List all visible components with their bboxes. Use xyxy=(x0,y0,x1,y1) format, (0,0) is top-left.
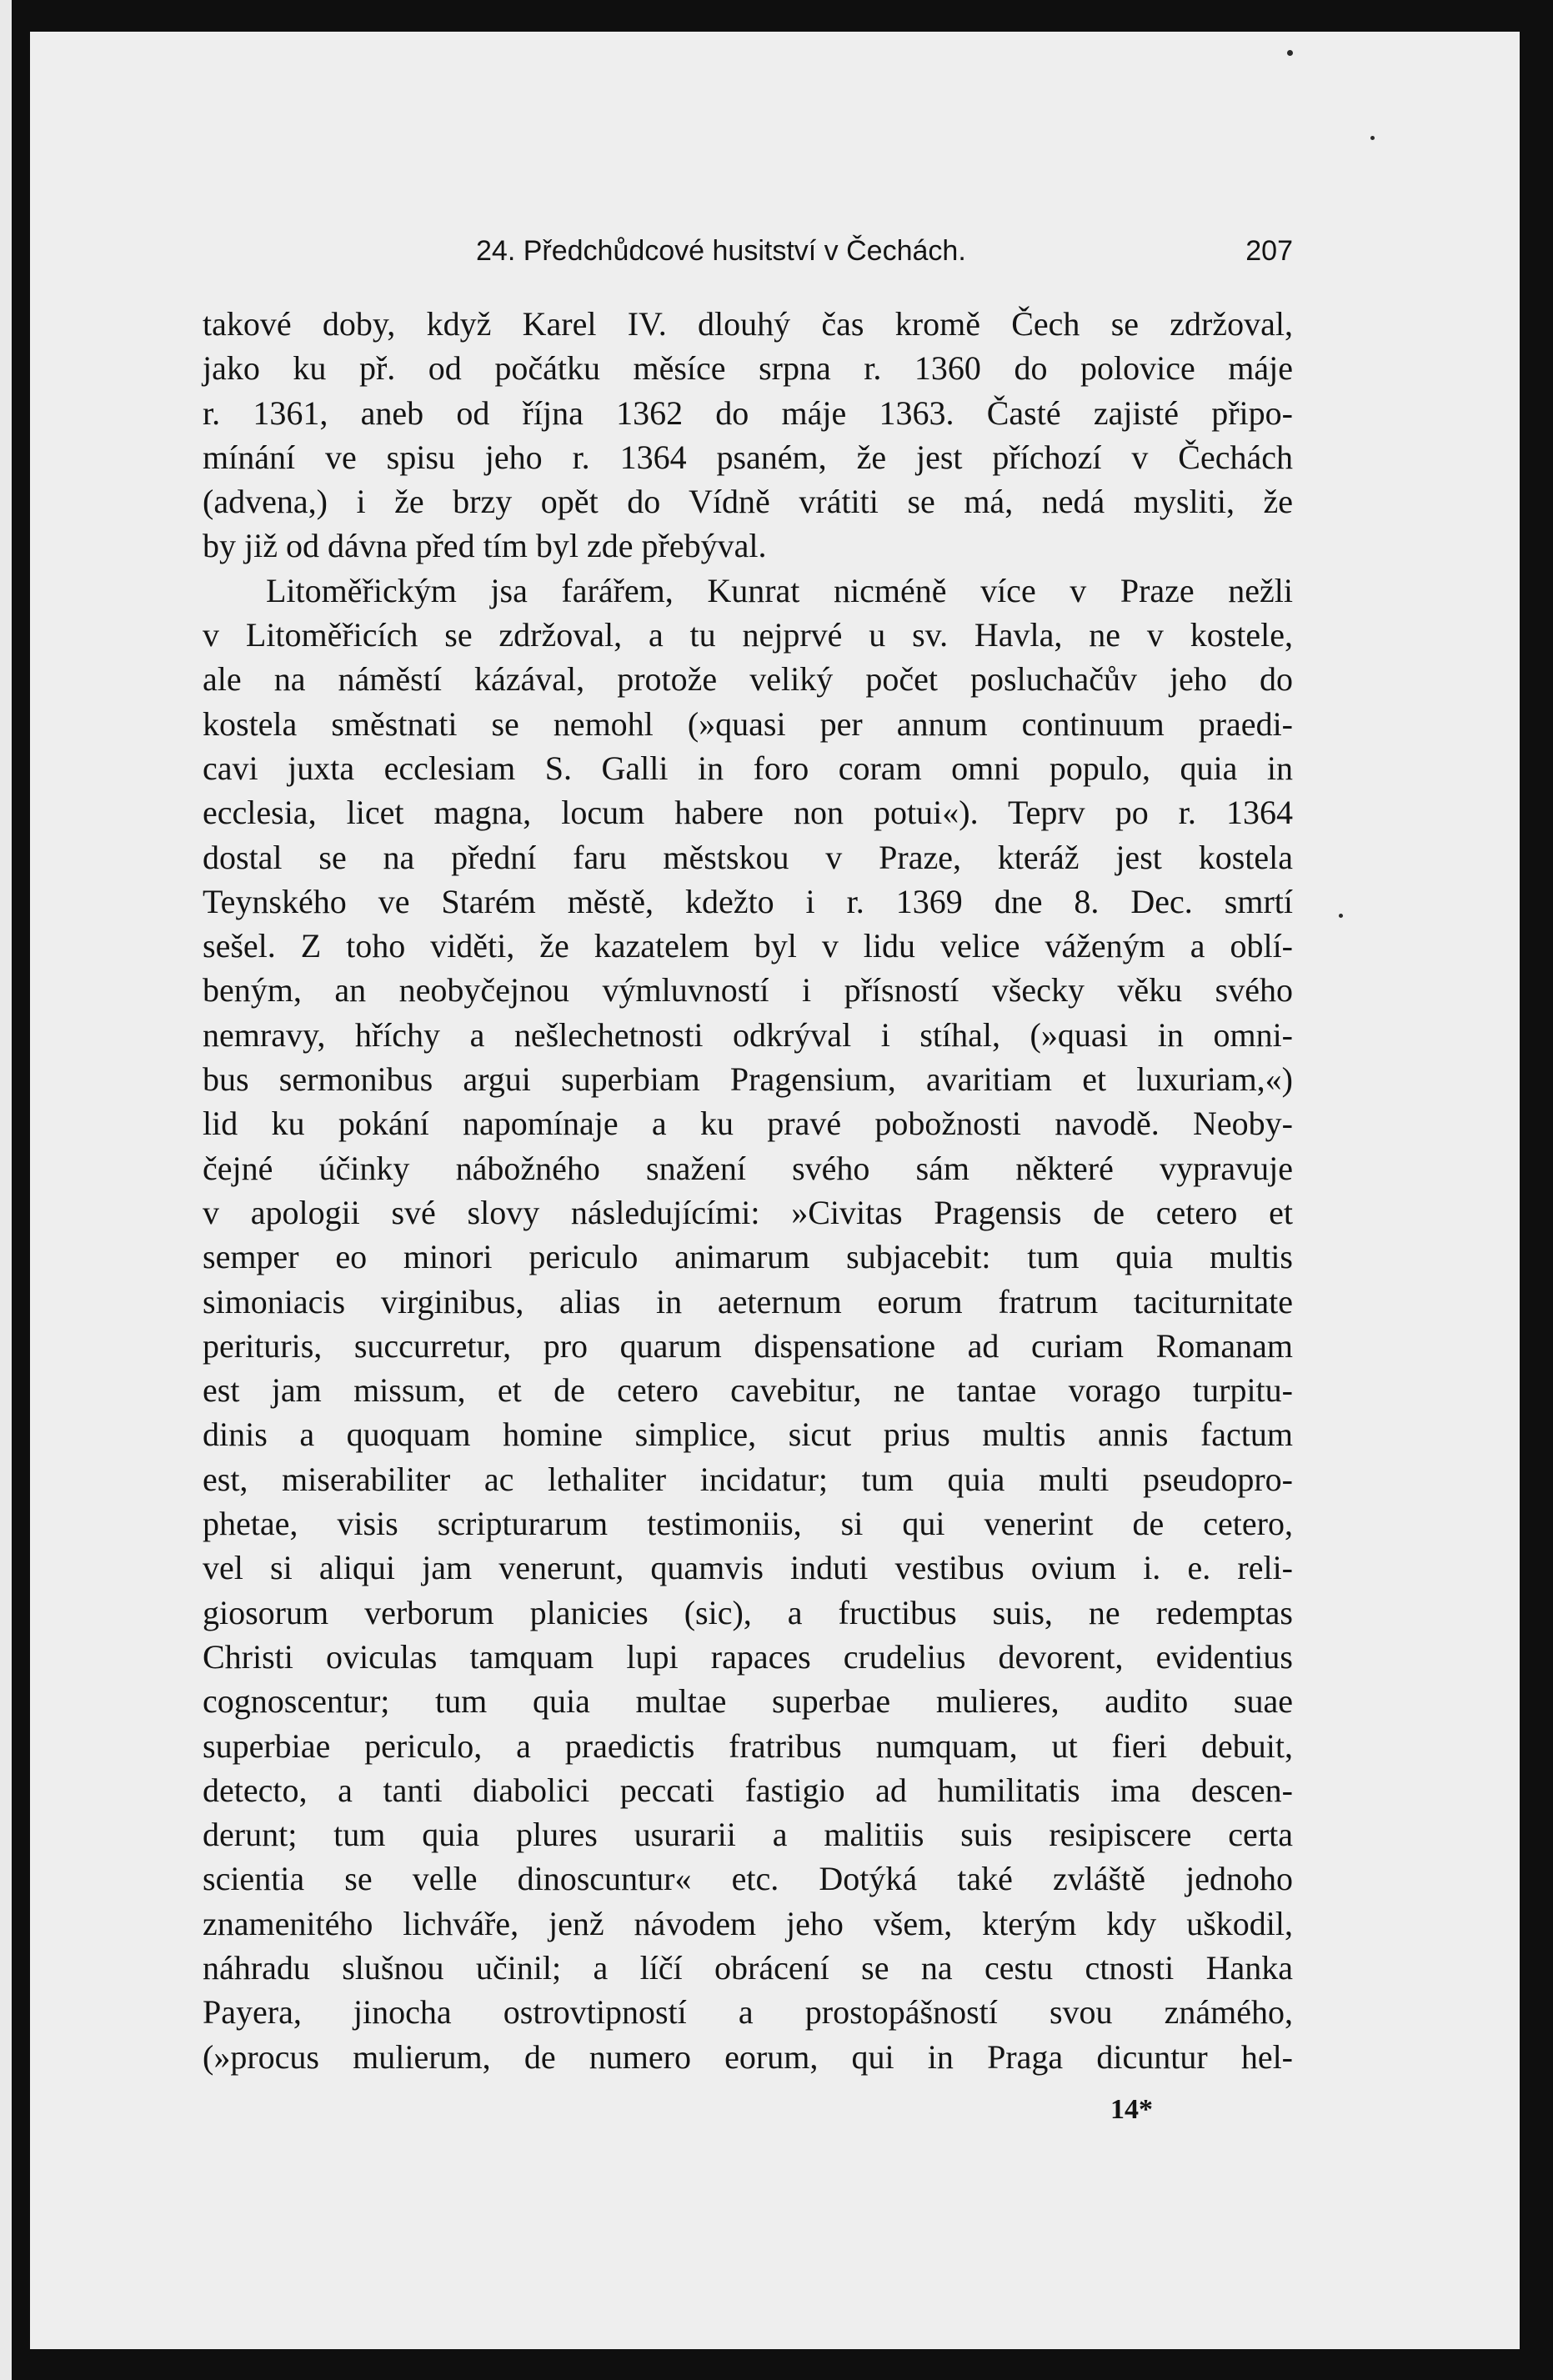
text-line: jako ku př. od počátku měsíce srpna r. 1360 do polovice máje xyxy=(203,349,1293,388)
text-line: phetae, visis scripturarum testimoniis, si qui venerint de cetero, xyxy=(203,1505,1293,1543)
text-line: detecto, a tanti diabolici peccati fastigio ad humilitatis ima descen- xyxy=(203,1771,1293,1809)
text-line: kostela směstnati se nemohl (»quasi per annum continuum praedi- xyxy=(203,704,1293,743)
running-head xyxy=(203,235,1293,277)
text-line: derunt; tum quia plures usurarii a malitiis suis resipiscere certa xyxy=(203,1816,1293,1854)
text-line: ecclesia, licet magna, locum habere non potui«). Teprv po r. 1364 xyxy=(203,794,1293,832)
body-text xyxy=(203,302,1293,2079)
text-line: Litoměřickým jsa farářem, Kunrat nicméně více v Praze nežli xyxy=(266,571,1293,609)
text-line: znamenitého lichváře, jenž návodem jeho všem, kterým kdy uškodil, xyxy=(203,1904,1293,1942)
text-line: Christi oviculas tamquam lupi rapaces crudelius devorent, evidentius xyxy=(203,1637,1293,1676)
text-line: náhradu slušnou učinil; a líčí obrácení se na cestu ctnosti Hanka xyxy=(203,1948,1293,1987)
text-line: v apologii své slovy následujícími: »Civitas Pragensis de cetero et xyxy=(203,1193,1293,1231)
text-line: nemravy, hříchy a nešlechetnosti odkrýval i stíhal, (»quasi in omni- xyxy=(203,1015,1293,1054)
text-line: dinis a quoquam homine simplice, sicut prius multis annis factum xyxy=(203,1415,1293,1454)
text-line: est, miserabiliter ac lethaliter incidatur; tum quia multi pseudopro- xyxy=(203,1460,1293,1498)
text-line: scientia se velle dinoscuntur« etc. Dotýká také zvláště jednoho xyxy=(203,1860,1293,1898)
text-line: r. 1361, aneb od října 1362 do máje 1363. Časté zajisté připo- xyxy=(203,393,1293,432)
text-line: lid ku pokání napomínaje a ku pravé pobožnosti navodě. Neoby- xyxy=(203,1105,1293,1143)
text-line: (advena,) i že brzy opět do Vídně vrátiti se má, nedá mysliti, že xyxy=(203,483,1293,521)
text-line: takové doby, když Karel IV. dlouhý čas kromě Čech se zdržoval, xyxy=(203,305,1293,343)
signature-mark: 14* xyxy=(1110,2094,1153,2125)
text-line: est jam missum, et de cetero cavebitur, ne tantae vorago turpitu- xyxy=(203,1371,1293,1410)
text-line: sešel. Z toho viděti, že kazatelem byl v lidu velice váženým a oblí- xyxy=(203,927,1293,965)
text-line: simoniacis virginibus, alias in aeternum eorum fratrum taciturnitate xyxy=(203,1282,1293,1320)
text-line: dostal se na přední faru městskou v Praze, kteráž jest kostela xyxy=(203,838,1293,876)
text-line: Teynského ve Starém městě, kdežto i r. 1369 dne 8. Dec. smrtí xyxy=(203,882,1293,920)
text-line: superbiae periculo, a praedictis fratribus numquam, ut fieri debuit, xyxy=(203,1726,1293,1765)
text-line: (»procus mulierum, de numero eorum, qui in Praga dicuntur hel- xyxy=(203,2037,1293,2076)
text-line: čejné účinky nábožného snažení svého sám některé vypravuje xyxy=(203,1149,1293,1187)
text-line: perituris, succurretur, pro quarum dispensatione ad curiam Romanam xyxy=(203,1326,1293,1365)
text-line: bus sermonibus argui superbiam Pragensium, avaritiam et luxuriam,«) xyxy=(203,1060,1293,1099)
text-line: ale na náměstí kázával, protože veliký počet posluchačův jeho do xyxy=(203,660,1293,699)
text-line: semper eo minori periculo animarum subjacebit: tum quia multis xyxy=(203,1238,1293,1276)
running-title: 24. Předchůdcové husitství v Čechách. xyxy=(476,235,966,267)
text-line: by již od dávna před tím byl zde přebýval. xyxy=(203,527,767,565)
text-line: beným, an neobyčejnou výmluvností i přísností všecky věku svého xyxy=(203,971,1293,1010)
text-line: cavi juxta ecclesiam S. Galli in foro coram omni populo, quia in xyxy=(203,749,1293,787)
print-speck xyxy=(1339,914,1343,918)
text-line: Payera, jinocha ostrovtipností a prostopášností svou známého, xyxy=(203,1993,1293,2032)
page-number: 207 xyxy=(1245,235,1293,267)
text-line: v Litoměřicích se zdržoval, a tu nejprvé u sv. Havla, ne v kostele, xyxy=(203,616,1293,654)
adjacent-page-edge xyxy=(0,0,12,2380)
text-line: giosorum verborum planicies (sic), a fructibus suis, ne redemptas xyxy=(203,1593,1293,1631)
print-speck xyxy=(1370,136,1375,140)
text-line: vel si aliqui jam venerunt, quamvis induti vestibus ovium i. e. reli- xyxy=(203,1549,1293,1587)
text-line: mínání ve spisu jeho r. 1364 psaném, že jest příchozí v Čechách xyxy=(203,438,1293,476)
text-line: cognoscentur; tum quia multae superbae mulieres, audito suae xyxy=(203,1682,1293,1721)
print-speck xyxy=(1287,50,1293,56)
